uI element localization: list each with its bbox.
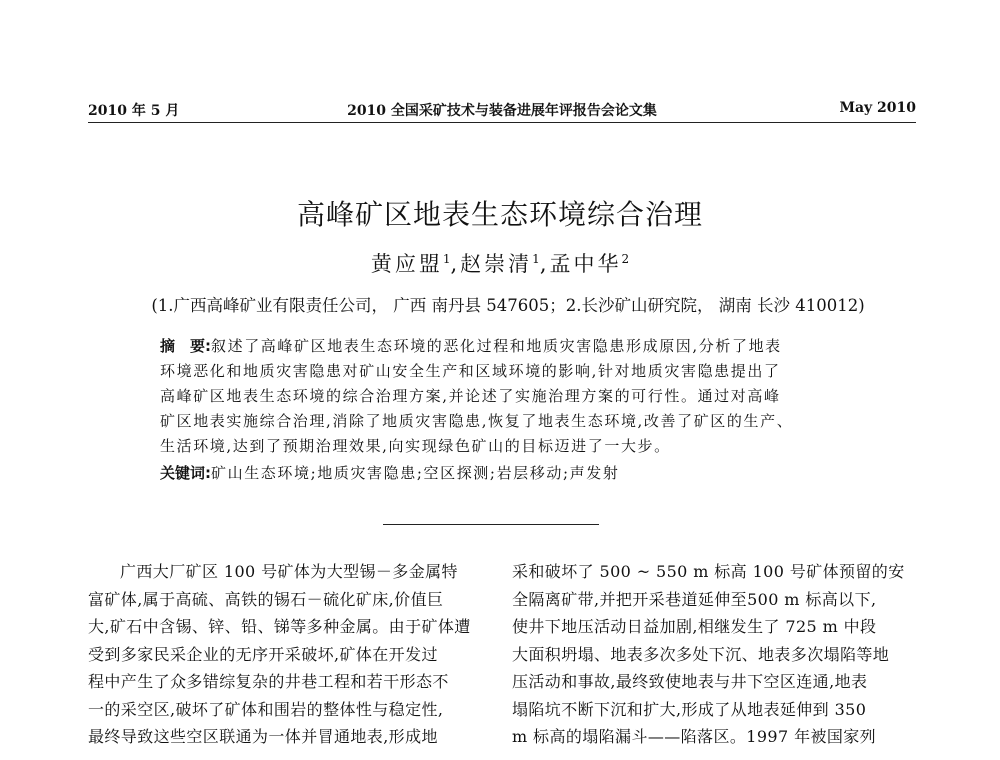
header-date: 2010 年 5 月: [88, 103, 180, 119]
abstract-line: 摘 要:叙述了高峰矿区地表生态环境的恶化过程和地质灾害隐患形成原因,分析了地表: [160, 337, 782, 355]
body-line: 压活动和事故,最终致使地表与井下空区连通,地表: [512, 672, 868, 691]
body-column-right: [512, 558, 922, 760]
body-line: 大面积坍塌、地表多次多处下沉、地表多次塌陷等地: [512, 644, 890, 664]
affiliation: (1.广西高峰矿业有限责任公司， 广西 南丹县 547605；2.长沙矿山研究院， 湖南 长沙 410012): [151, 296, 865, 315]
abstract-line: 生活环境,达到了预期治理效果,向实现绿色矿山的目标迈进了一大步。: [160, 437, 671, 455]
author-name: 赵崇清: [460, 252, 533, 276]
body-line: 广西大厂矿区 100 号矿体为大型锡－多金属特: [120, 562, 458, 581]
running-header: [88, 96, 916, 123]
body-line: 一的采空区,破坏了矿体和围岩的整体性与稳定性,: [88, 699, 444, 719]
header-proceedings-title: 2010 全国采矿技术与装备进展年评报告会论文集: [347, 103, 657, 119]
author-affiliation-mark: 1: [532, 252, 540, 266]
body-line: 富矿体,属于高硫、高铁的锡石－硫化矿床,价值巨: [88, 589, 444, 609]
body-line: 全隔离矿带,并把开采巷道延伸至500 m 标高以下,: [512, 589, 877, 609]
paper-title: 高峰矿区地表生态环境综合治理: [296, 198, 703, 231]
body-line: 受到多家民采企业的无序开采破坏,矿体在开发过: [88, 644, 438, 664]
body-line: 最终导致这些空区联通为一体并冒通地表,形成地: [88, 727, 438, 746]
author-name: 黄应盟: [370, 252, 443, 276]
section-divider: [383, 524, 599, 525]
keywords-label: 关键词:: [160, 464, 211, 482]
keywords: [160, 461, 860, 486]
body-line: 塌陷坑不断下沉和扩大,形成了从地表延伸到 350: [512, 699, 867, 719]
author-name: 孟中华: [549, 252, 622, 276]
author-affiliation-mark: 2: [621, 252, 630, 266]
abstract-line: 环境恶化和地质灾害隐患对矿山安全生产和区域环境的影响,针对地质灾害隐患提出了: [160, 362, 781, 380]
abstract-label: 摘 要:: [160, 337, 211, 355]
author-affiliation-mark: 1: [442, 252, 451, 266]
abstract: [160, 334, 860, 486]
abstract-line: 矿区地表实施综合治理,消除了地质灾害隐患,恢复了地表生态环境,改善了矿区的生产、: [160, 412, 794, 430]
body-line: 程中产生了众多错综复杂的井巷工程和若干形态不: [88, 672, 449, 691]
author-list: 黄应盟$^1$,赵崇清$^1$,孟中华$^2$: [370, 252, 630, 276]
header-date-en: May 2010: [839, 100, 916, 116]
body-line: 大,矿石中含锡、锌、铅、锑等多种金属。由于矿体遭: [88, 617, 471, 636]
body-line: 采和破坏了 500 ~ 550 m 标高 100 号矿体预留的安: [512, 562, 905, 581]
body-column-left: [88, 558, 498, 760]
keywords-text: 矿山生态环境;地质灾害隐患;空区探测;岩层移动;声发射: [211, 464, 620, 482]
abstract-line: 高峰矿区地表生态环境的综合治理方案,并论述了实施治理方案的可行性。通过对高峰: [160, 387, 781, 405]
body-line: 使井下地压活动日益加剧,相继发生了 725 m 中段: [512, 617, 877, 636]
body-line: m 标高的塌陷漏斗——陷落区。1997 年被国家列: [512, 727, 877, 746]
